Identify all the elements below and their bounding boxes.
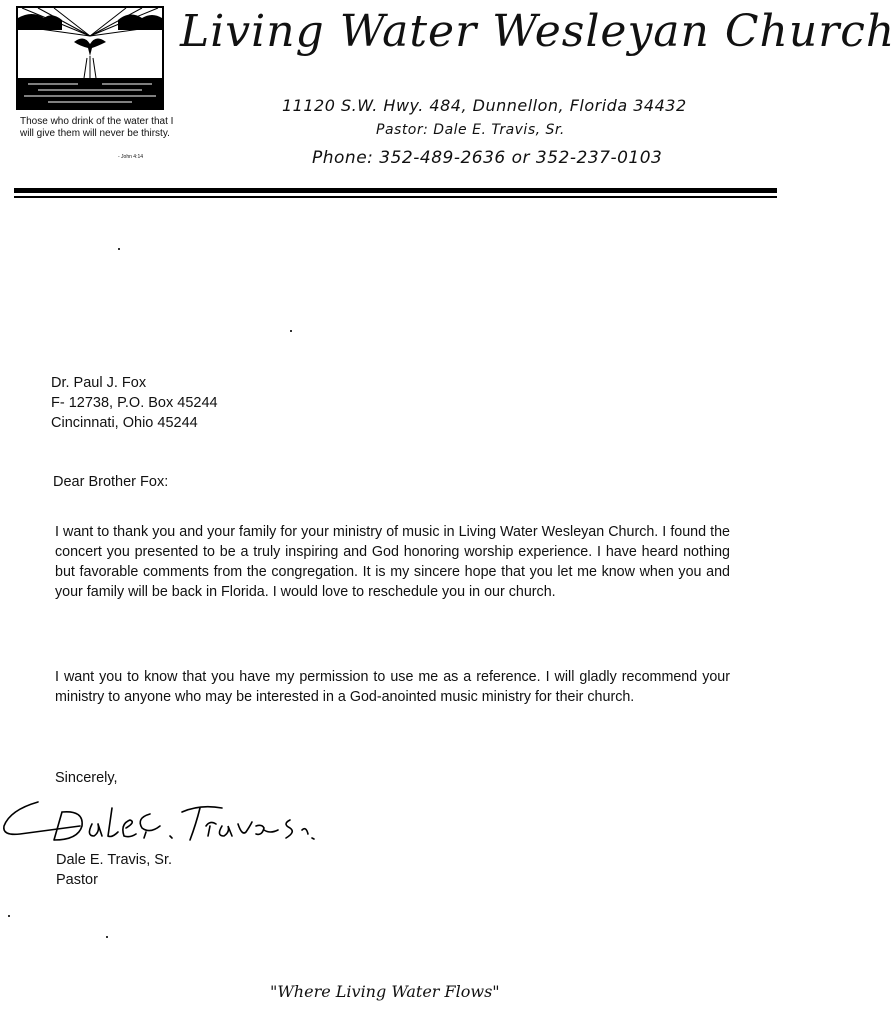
recipient-name: Dr. Paul J. Fox [51, 375, 147, 391]
body-paragraph-2: I want you to know that you have my permission to use me as a reference. I will gladly recommend your ministry to anyone who may be interested in a God-anointed music ministry for their church. [55, 669, 730, 705]
scan-speck [8, 915, 10, 917]
dove-over-water-icon [18, 8, 162, 108]
handwritten-signature [0, 796, 330, 856]
footer-motto: "Where Living Water Flows" [270, 982, 500, 1001]
scripture-reference: - John 4:14 [118, 154, 144, 160]
closing: Sincerely, [55, 770, 118, 786]
signature-block [56, 850, 172, 890]
scripture-verse: Those who drink of the water that I will give them will never be thirsty. [20, 116, 174, 139]
signer-title: Pastor [56, 872, 98, 888]
recipient-address [51, 373, 218, 433]
letterhead-divider-thin [14, 196, 777, 198]
body-paragraph-1: I want to thank you and your family for your ministry of music in Living Water Wesleyan Church. I found the concert you presented to be a truly inspiring and God honoring worship experience. I have heard nothing but favorable comments from the congregation. It is my sincere hope that you let me know when you and your family will be back in Florida. I would love to reschedule you in our church. [55, 524, 730, 600]
church-logo [16, 6, 164, 110]
pastor-line: Pastor: Dale E. Travis, Sr. [376, 122, 565, 138]
salutation: Dear Brother Fox: [53, 474, 169, 490]
phone-line: Phone: 352-489-2636 or 352-237-0103 [312, 148, 663, 168]
church-name: Living Water Wesleyan Church [180, 6, 895, 57]
letterhead-divider [14, 188, 777, 193]
church-address: 11120 S.W. Hwy. 484, Dunnellon, Florida 34432 [282, 96, 687, 115]
scan-speck [290, 330, 292, 332]
recipient-address-line2: Cincinnati, Ohio 45244 [51, 415, 198, 431]
recipient-address-line1: F- 12738, P.O. Box 45244 [51, 395, 218, 411]
scan-speck [118, 248, 120, 250]
scan-speck [106, 936, 108, 938]
typed-name: Dale E. Travis, Sr. [56, 852, 173, 868]
